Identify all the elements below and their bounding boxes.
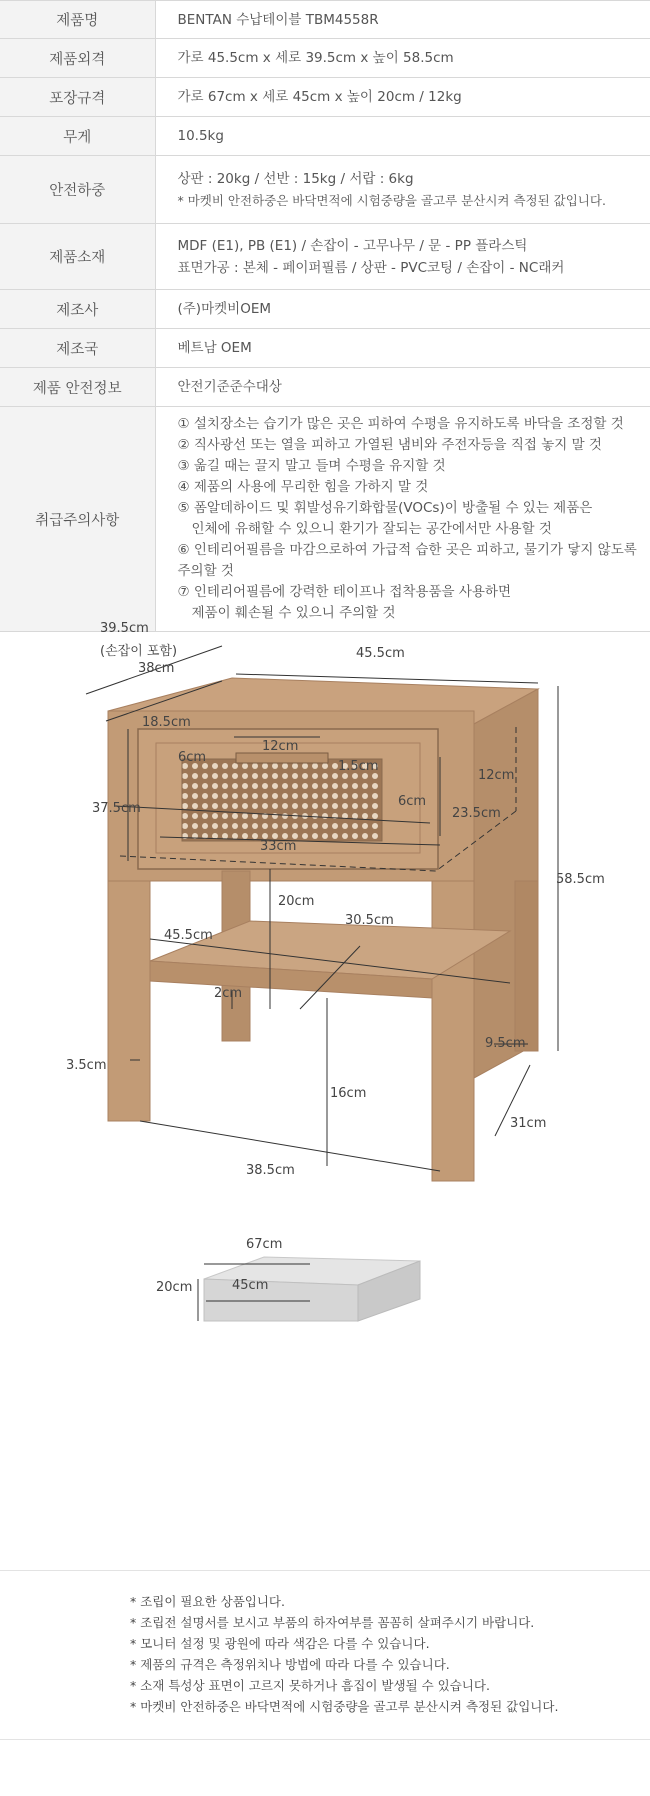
spec-value: 가로 45.5cm x 세로 39.5cm x 높이 58.5cm bbox=[155, 39, 650, 78]
spec-label: 제품외격 bbox=[0, 39, 155, 78]
caution-item: 인체에 유해할 수 있으니 환기가 잘되는 공간에서만 사용할 것 bbox=[191, 521, 552, 537]
spec-value: (주)마켓비OEM bbox=[155, 290, 650, 329]
dim-box-width: 45cm bbox=[232, 1278, 269, 1293]
spec-label: 취급주의사항 bbox=[0, 407, 155, 632]
dim-depth-with-handle: 39.5cm bbox=[100, 621, 149, 636]
spec-value bbox=[155, 224, 650, 290]
dim-front-width: 38.5cm bbox=[246, 1163, 295, 1178]
material-line-2: 표면가공 : 본체 - 페이퍼필름 / 상판 - PVC코팅 / 손잡이 - NC래커 bbox=[177, 259, 565, 276]
caution-list bbox=[155, 407, 650, 632]
dim-handle-height: 1.5cm bbox=[338, 759, 379, 774]
footnote-item: * 모니터 설정 및 광원에 따라 색감은 다를 수 있습니다. bbox=[130, 1636, 430, 1651]
caution-item: ⑦ 인테리어필름에 강력한 테이프나 접착용품을 사용하면 bbox=[177, 584, 512, 600]
caution-item: ① 설치장소는 습기가 많은 곳은 피하여 수평을 유지하도록 바닥을 조정할 것 bbox=[177, 416, 624, 432]
dim-handle-length: 12cm bbox=[262, 739, 299, 754]
table-drawing bbox=[0, 631, 650, 1571]
spec-row-safety bbox=[0, 368, 650, 407]
spec-label: 안전하중 bbox=[0, 156, 155, 224]
dim-shelf-gap: 20cm bbox=[278, 894, 315, 909]
dim-handle-side: 6cm bbox=[178, 750, 207, 765]
spec-row-maker bbox=[0, 290, 650, 329]
material-line-1: MDF (E1), PB (E1) / 손잡이 - 고무나무 / 문 - PP 플라스틱 bbox=[177, 237, 528, 254]
dim-leg-width: 3.5cm bbox=[66, 1058, 107, 1073]
dim-handle-included: (손잡이 포함) bbox=[100, 644, 178, 659]
dim-drawer-front-height: 37.5cm bbox=[92, 801, 141, 816]
front-left-leg bbox=[108, 881, 150, 1121]
spec-value: 10.5kg bbox=[155, 117, 650, 156]
spec-label: 제조국 bbox=[0, 329, 155, 368]
spec-label: 제조사 bbox=[0, 290, 155, 329]
footnote-item: * 소재 특성상 표면이 고르지 못하거나 흠집이 발생될 수 있습니다. bbox=[130, 1678, 490, 1693]
dim-floor-gap: 16cm bbox=[330, 1086, 367, 1101]
caution-item: ⑥ 인테리어필름을 마감으로하여 가급적 습한 곳은 피하고, 물기가 닿지 않도록 주의할 것 bbox=[177, 542, 637, 579]
dim-shelf-width: 45.5cm bbox=[164, 928, 213, 943]
footnotes bbox=[0, 1570, 650, 1740]
spec-row-caution bbox=[0, 407, 650, 632]
dim-depth: 38cm bbox=[138, 661, 175, 676]
dim-side-depth: 31cm bbox=[510, 1116, 547, 1131]
dim-box-height: 20cm bbox=[156, 1280, 193, 1295]
caution-item: ③ 옮길 때는 끌지 말고 들며 수평을 유지할 것 bbox=[177, 458, 446, 474]
dim-drawer-depth: 23.5cm bbox=[452, 806, 501, 821]
footnote-item: * 마켓비 안전하중은 바닥면적에 시험중량을 골고루 분산시켜 측정된 값입니다. bbox=[130, 1699, 559, 1714]
spec-row-material bbox=[0, 224, 650, 290]
package-front bbox=[204, 1279, 358, 1321]
dim-box-length: 67cm bbox=[246, 1237, 283, 1252]
dimension-diagram bbox=[0, 621, 650, 1571]
dim-shelf-depth: 30.5cm bbox=[345, 913, 394, 928]
drawer-handle bbox=[236, 753, 328, 763]
spec-row-country bbox=[0, 329, 650, 368]
load-value: 상판 : 20kg / 선반 : 15kg / 서랍 : 6kg bbox=[177, 170, 414, 187]
caution-item: ② 직사광선 또는 열을 피하고 가열된 냄비와 주전자등을 직접 놓지 말 것 bbox=[177, 437, 602, 453]
footnote-item: * 조립전 설명서를 보시고 부품의 하자여부를 꼼꼼히 살펴주시기 바랍니다. bbox=[130, 1615, 535, 1630]
load-note: * 마켓비 안전하중은 바닥면적에 시험중량을 골고루 분산시켜 측정된 값입니다. bbox=[177, 192, 606, 208]
dim-total-height: 58.5cm bbox=[556, 872, 605, 887]
spec-label: 포장규격 bbox=[0, 78, 155, 117]
spec-row-load bbox=[0, 156, 650, 224]
footnote-item: * 조립이 필요한 상품입니다. bbox=[130, 1594, 285, 1609]
spec-value: 가로 67cm x 세로 45cm x 높이 20cm / 12kg bbox=[155, 78, 650, 117]
dim-width: 45.5cm bbox=[356, 646, 405, 661]
dim-drawer-width: 33cm bbox=[260, 839, 297, 854]
spec-table bbox=[0, 0, 650, 632]
spec-row-size bbox=[0, 39, 650, 78]
dim-handle-to-edge: 6cm bbox=[398, 794, 427, 809]
caution-item: ⑤ 폼알데하이드 및 휘발성유기화합물(VOCs)이 방출될 수 있는 제품은 bbox=[177, 500, 593, 516]
caution-item: ④ 제품의 사용에 무리한 힘을 가하지 말 것 bbox=[177, 479, 429, 495]
spec-label: 제품명 bbox=[0, 1, 155, 39]
spec-value: 베트남 OEM bbox=[155, 329, 650, 368]
dim-drawer-height: 12cm bbox=[478, 768, 515, 783]
spec-label: 제품소재 bbox=[0, 224, 155, 290]
front-right-leg bbox=[432, 881, 474, 1181]
spec-value bbox=[155, 156, 650, 224]
spec-row-weight bbox=[0, 117, 650, 156]
spec-row-package bbox=[0, 78, 650, 117]
footnote-item: * 제품의 규격은 측정위치나 방법에 따라 다를 수 있습니다. bbox=[130, 1657, 450, 1672]
dim-leg-gap: 9.5cm bbox=[485, 1036, 526, 1051]
spec-value: 안전기준준수대상 bbox=[155, 368, 650, 407]
spec-row-name bbox=[0, 1, 650, 39]
back-leg bbox=[515, 881, 538, 1051]
caution-item: 제품이 훼손될 수 있으니 주의할 것 bbox=[191, 605, 396, 621]
spec-value: BENTAN 수납테이블 TBM4558R bbox=[155, 1, 650, 39]
dim-shelf-thickness: 2cm bbox=[214, 986, 243, 1001]
spec-label: 무게 bbox=[0, 117, 155, 156]
spec-label: 제품 안전정보 bbox=[0, 368, 155, 407]
dim-drawer-inner-width: 18.5cm bbox=[142, 715, 191, 730]
